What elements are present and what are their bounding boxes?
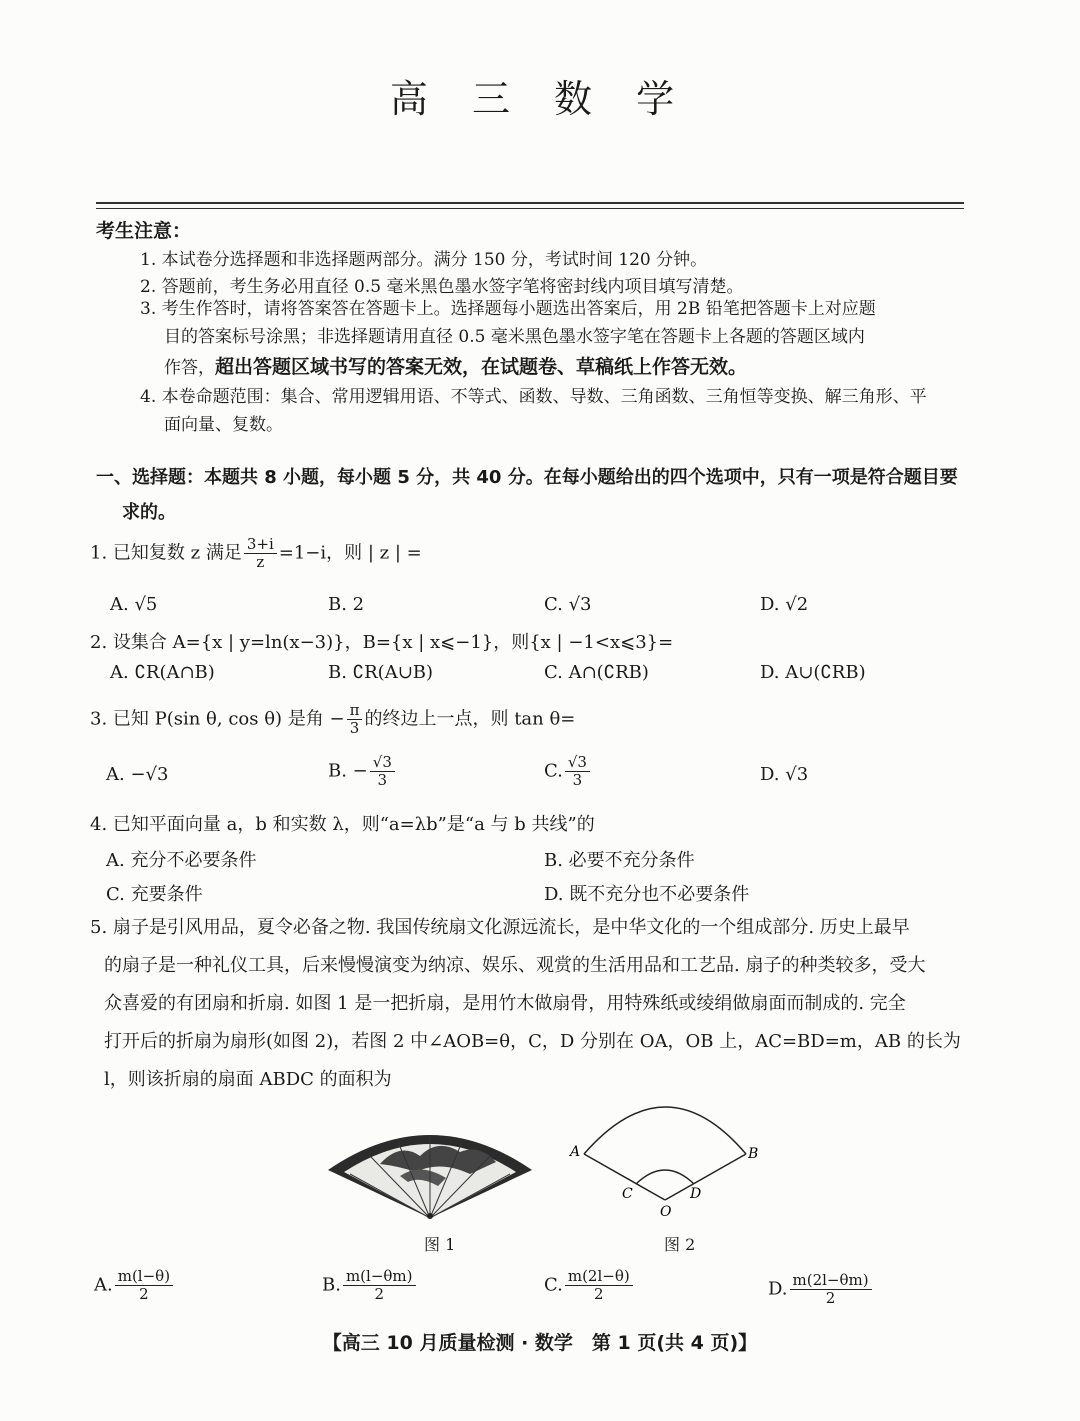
q2-option-b: B. ∁R(A∪B) [328, 662, 434, 683]
notice-item-2: 2. 答题前，考生务必用直径 0.5 毫米黑色墨水签字笔将密封线内项目填写清楚。 [140, 277, 744, 297]
notice-heading: 考生注意： [96, 220, 192, 242]
folding-fan-illustration [320, 1112, 540, 1224]
label-d: D [690, 1186, 702, 1202]
q3-option-c: C. $\frac{√3}{3}$ [544, 754, 592, 789]
q4-option-d: D. 既不充分也不必要条件 [544, 884, 750, 905]
q1-option-b: B. 2 [328, 594, 365, 615]
notice-item-3: 3. 考生作答时，请将答案答在答题卡上。选择题每小题选出答案后，用 2B 铅笔把答题卡上对应题 [140, 299, 876, 319]
q5-option-b: B. $\frac{m(l-\theta m)}{2}$ [322, 1268, 418, 1303]
notice-item-1: 1. 本试卷分选择题和非选择题两部分。满分 150 分，考试时间 120 分钟。 [140, 250, 708, 270]
question-5-line-3: 众喜爱的有团扇和折扇. 如图 1 是一把折扇，是用竹木做扇骨，用特殊纸或绫绢做扇面而制成的. 完全 [104, 993, 906, 1014]
q5-option-c: C. $\frac{m(2l-\theta)}{2}$ [544, 1268, 635, 1303]
q2-option-d: D. A∪(∁RB) [760, 662, 866, 683]
question-4: 4. 已知平面向量 a，b 和实数 λ，则“a=λb”是“a 与 b 共线”的 [90, 814, 595, 835]
q3-option-b: B. − $\frac{√3}{3}$ [328, 754, 397, 789]
q3-option-d: D. √3 [760, 764, 809, 785]
q2-option-a: A. ∁R(A∩B) [110, 662, 215, 683]
question-5-line-1: 5. 扇子是引风用品，夏令必备之物. 我国传统扇文化源远流长，是中华文化的一个组成部分. 历史上最早 [90, 917, 910, 938]
figure-2-caption: 图 2 [664, 1235, 696, 1254]
page-footer: 【高三 10 月质量检测 · 数学 第 1 页(共 4 页)】 [322, 1332, 758, 1354]
q3-option-a: A. −√3 [106, 764, 169, 785]
q5-option-a: A. $\frac{m(l-\theta)}{2}$ [94, 1268, 175, 1303]
notice-item-4-cont: 面向量、复数。 [164, 415, 283, 435]
notice-item-4: 4. 本卷命题范围：集合、常用逻辑用语、不等式、函数、导数、三角函数、三角恒等变换、解三角形、平 [140, 387, 927, 407]
label-c: C [622, 1186, 633, 1202]
question-3: 3. 已知 P(sin θ, cos θ) 是角 − $\frac{\pi}{3}$ 的终边上一点，则 tan θ= [90, 701, 576, 737]
sector-diagram [562, 1100, 768, 1220]
notice-item-3-cont: 目的答案标号涂黑；非选择题请用直径 0.5 毫米黑色墨水签字笔在答题卡上各题的答题区域内 [164, 327, 865, 347]
question-5-line-5: l，则该折扇的扇面 ABDC 的面积为 [104, 1069, 392, 1090]
q1-option-c: C. √3 [544, 594, 592, 615]
label-o: O [660, 1204, 672, 1220]
q4-option-c: C. 充要条件 [106, 884, 203, 905]
top-rule-thin [96, 208, 964, 209]
label-b: B [748, 1146, 759, 1162]
section-1-heading-cont: 求的。 [122, 502, 176, 523]
q3-fraction: $\frac{\pi}{3}$ [347, 702, 363, 737]
page-title: 高 三 数 学 [389, 77, 691, 121]
question-1: 1. 已知复数 z 满足 $\frac{3+i}{z}$ =1−i，则 | z | = [90, 535, 422, 571]
q1-option-d: D. √2 [760, 594, 809, 615]
q4-option-b: B. 必要不充分条件 [544, 850, 695, 871]
q1-option-a: A. √5 [110, 594, 158, 615]
section-1-heading: 一、选择题：本题共 8 小题，每小题 5 分，共 40 分。在每小题给出的四个选项中，只有一项是符合题目要 [96, 467, 958, 488]
notice-warning: 超出答题区域书写的答案无效，在试题卷、草稿纸上作答无效。 [215, 356, 748, 378]
top-rule [96, 202, 964, 204]
q1-fraction: $\frac{3+i}{z}$ [244, 536, 277, 571]
notice-item-3-end: 作答，超出答题区域书写的答案无效，在试题卷、草稿纸上作答无效。 [164, 356, 748, 378]
label-a: A [570, 1144, 581, 1160]
q4-option-a: A. 充分不必要条件 [106, 850, 257, 871]
question-5-line-2: 的扇子是一种礼仪工具，后来慢慢演变为纳凉、娱乐、观赏的生活用品和工艺品. 扇子的种类较多，受大 [104, 955, 926, 976]
question-5-line-4: 打开后的折扇为扇形(如图 2)，若图 2 中∠AOB=θ，C，D 分别在 OA，OB 上，AC=BD=m，AB 的长为 [104, 1031, 961, 1052]
question-2: 2. 设集合 A={x | y=ln(x−3)}，B={x | x⩽−1}，则{x | −1<x⩽3}= [90, 632, 674, 653]
q2-option-c: C. A∩(∁RB) [544, 662, 649, 683]
figure-1-caption: 图 1 [424, 1235, 456, 1254]
q5-option-d: D. $\frac{m(2l-\theta m)}{2}$ [768, 1272, 874, 1307]
